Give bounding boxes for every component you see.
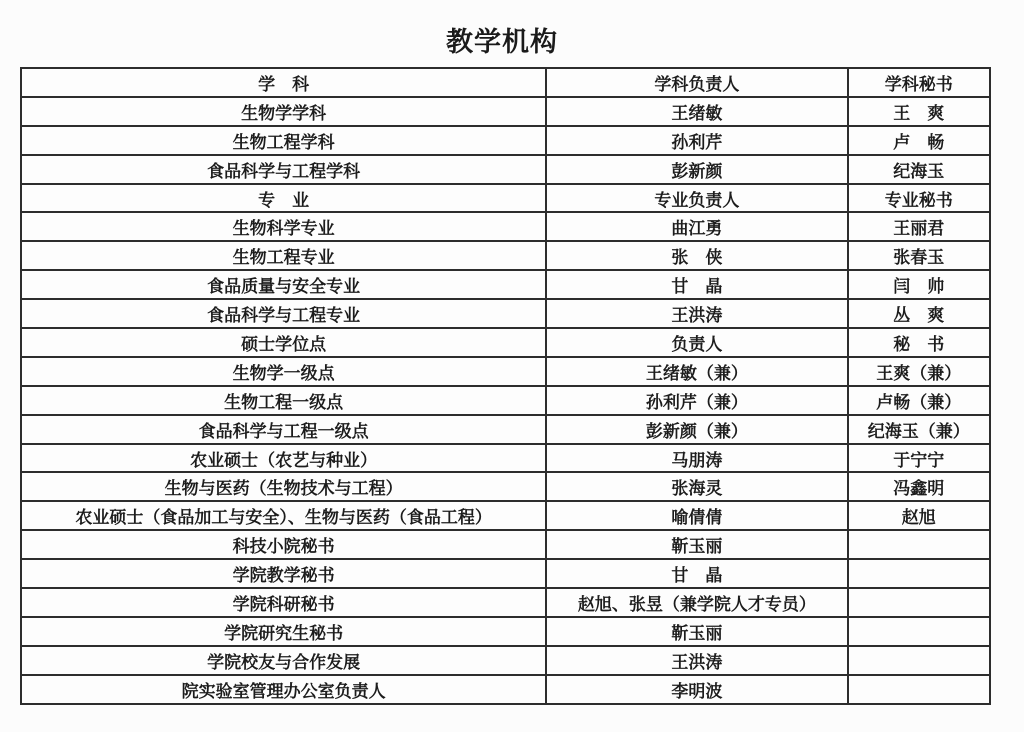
table-cell: 食品科学与工程一级点 bbox=[21, 415, 546, 444]
table-cell: 甘 晶 bbox=[546, 270, 847, 299]
table-row bbox=[21, 299, 990, 328]
teaching-org-table bbox=[20, 67, 991, 705]
table-row bbox=[21, 588, 990, 617]
table-row bbox=[21, 68, 990, 97]
table-cell: 纪海玉 bbox=[848, 155, 990, 184]
table-cell: 专 业 bbox=[21, 184, 546, 213]
table-cell: 学科负责人 bbox=[546, 68, 847, 97]
table-cell: 科技小院秘书 bbox=[21, 530, 546, 559]
table-cell: 学院教学秘书 bbox=[21, 559, 546, 588]
table-cell bbox=[848, 588, 990, 617]
table-cell: 赵旭、张昱（兼学院人才专员） bbox=[546, 588, 847, 617]
table-cell: 食品质量与安全专业 bbox=[21, 270, 546, 299]
table-cell: 甘 晶 bbox=[546, 559, 847, 588]
table-cell: 靳玉丽 bbox=[546, 617, 847, 646]
table-row bbox=[21, 472, 990, 501]
table-cell: 卢 畅 bbox=[848, 126, 990, 155]
table-row bbox=[21, 617, 990, 646]
table-row bbox=[21, 328, 990, 357]
table-row bbox=[21, 184, 990, 213]
table-cell: 农业硕士（食品加工与安全）、生物与医药（食品工程） bbox=[21, 501, 546, 530]
table-cell: 食品科学与工程专业 bbox=[21, 299, 546, 328]
table-cell: 生物与医药（生物技术与工程） bbox=[21, 472, 546, 501]
table-cell: 硕士学位点 bbox=[21, 328, 546, 357]
table-cell: 王洪涛 bbox=[546, 299, 847, 328]
table-row bbox=[21, 501, 990, 530]
table-row bbox=[21, 357, 990, 386]
table-cell: 生物学一级点 bbox=[21, 357, 546, 386]
table-cell: 秘 书 bbox=[848, 328, 990, 357]
table-cell: 王绪敏（兼） bbox=[546, 357, 847, 386]
table-cell: 马朋涛 bbox=[546, 444, 847, 473]
table-row bbox=[21, 97, 990, 126]
table-row bbox=[21, 415, 990, 444]
table-cell: 孙利芹 bbox=[546, 126, 847, 155]
table-cell: 学 科 bbox=[21, 68, 546, 97]
table-cell: 王绪敏 bbox=[546, 97, 847, 126]
table-cell: 王洪涛 bbox=[546, 646, 847, 675]
table-cell: 卢畅（兼） bbox=[848, 386, 990, 415]
table-row bbox=[21, 212, 990, 241]
table-cell: 专业负责人 bbox=[546, 184, 847, 213]
table-cell: 彭新颜（兼） bbox=[546, 415, 847, 444]
table-cell: 专业秘书 bbox=[848, 184, 990, 213]
table-cell: 曲江勇 bbox=[546, 212, 847, 241]
table-cell: 丛 爽 bbox=[848, 299, 990, 328]
page-title: 教学机构 bbox=[446, 27, 558, 58]
table-cell: 于宁宁 bbox=[848, 444, 990, 473]
table-cell: 农业硕士（农艺与种业） bbox=[21, 444, 546, 473]
table-cell bbox=[848, 675, 990, 704]
table-cell: 生物工程学科 bbox=[21, 126, 546, 155]
table-cell: 彭新颜 bbox=[546, 155, 847, 184]
table-cell: 生物工程一级点 bbox=[21, 386, 546, 415]
table-cell: 纪海玉（兼） bbox=[848, 415, 990, 444]
table-cell: 李明波 bbox=[546, 675, 847, 704]
table-row bbox=[21, 270, 990, 299]
table-cell: 食品科学与工程学科 bbox=[21, 155, 546, 184]
table-cell: 生物工程专业 bbox=[21, 241, 546, 270]
table-row bbox=[21, 530, 990, 559]
table-cell: 王爽（兼） bbox=[848, 357, 990, 386]
table-cell: 赵旭 bbox=[848, 501, 990, 530]
table-cell: 喻倩倩 bbox=[546, 501, 847, 530]
table-cell: 冯鑫明 bbox=[848, 472, 990, 501]
table-cell: 张海灵 bbox=[546, 472, 847, 501]
table-cell: 王丽君 bbox=[848, 212, 990, 241]
table-cell: 生物科学专业 bbox=[21, 212, 546, 241]
table-cell: 生物学学科 bbox=[21, 97, 546, 126]
table-cell: 院实验室管理办公室负责人 bbox=[21, 675, 546, 704]
table-cell: 学科秘书 bbox=[848, 68, 990, 97]
table-cell: 王 爽 bbox=[848, 97, 990, 126]
table-cell: 靳玉丽 bbox=[546, 530, 847, 559]
table-cell: 张 侠 bbox=[546, 241, 847, 270]
table-row bbox=[21, 386, 990, 415]
table-cell bbox=[848, 559, 990, 588]
table-cell: 张春玉 bbox=[848, 241, 990, 270]
table-cell: 学院研究生秘书 bbox=[21, 617, 546, 646]
table-cell: 闫 帅 bbox=[848, 270, 990, 299]
table-cell bbox=[848, 530, 990, 559]
table-cell: 学院科研秘书 bbox=[21, 588, 546, 617]
table-row bbox=[21, 241, 990, 270]
table-cell: 负责人 bbox=[546, 328, 847, 357]
table-row bbox=[21, 559, 990, 588]
table-row bbox=[21, 646, 990, 675]
table-cell bbox=[848, 617, 990, 646]
table-cell: 孙利芹（兼） bbox=[546, 386, 847, 415]
table-cell: 学院校友与合作发展 bbox=[21, 646, 546, 675]
table-row bbox=[21, 675, 990, 704]
table-cell bbox=[848, 646, 990, 675]
table-body bbox=[21, 68, 990, 704]
table-row bbox=[21, 155, 990, 184]
table-row bbox=[21, 444, 990, 473]
table-row bbox=[21, 126, 990, 155]
